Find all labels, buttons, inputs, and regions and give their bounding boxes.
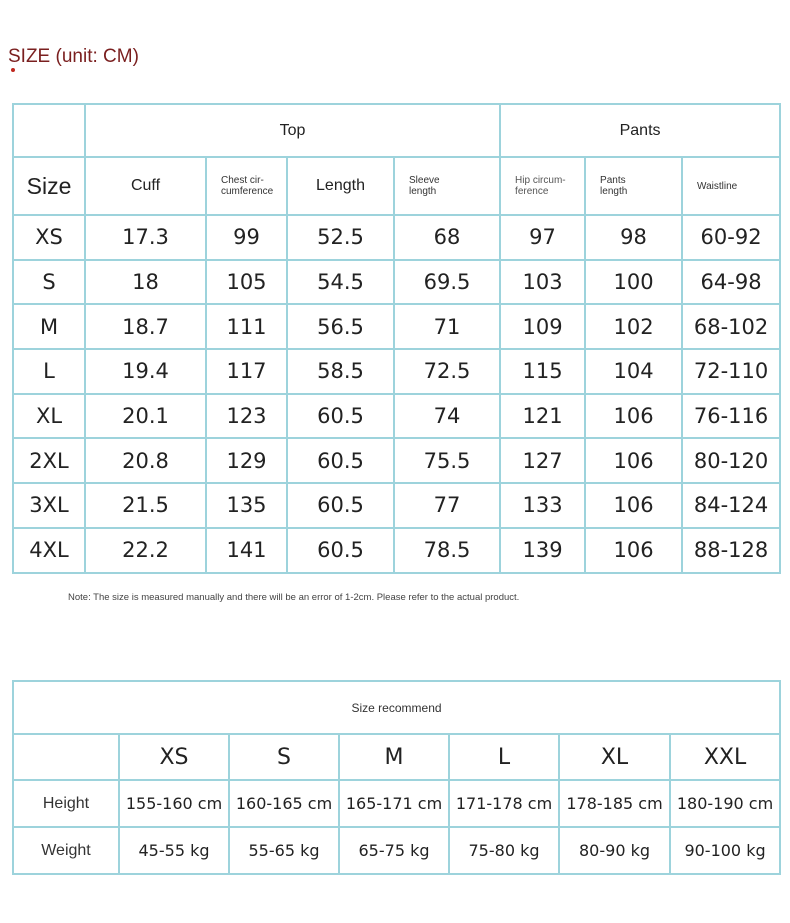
measurement-cell: 60-92 [682, 215, 780, 260]
measurement-cell: 60.5 [287, 483, 394, 528]
measurement-cell: 98 [585, 215, 682, 260]
column-header: Pants length [585, 157, 682, 215]
size-label-cell: XL [13, 394, 85, 439]
measurement-cell: 102 [585, 304, 682, 349]
group-header-row [13, 104, 780, 157]
size-label-cell: 2XL [13, 438, 85, 483]
measurement-cell: 133 [500, 483, 585, 528]
measurement-cell: 64-98 [682, 260, 780, 305]
recommend-value-cell: 155-160 cm [119, 780, 229, 827]
measurement-cell: 129 [206, 438, 287, 483]
recommend-corner-cell [13, 734, 119, 780]
measurement-cell: 77 [394, 483, 500, 528]
recommend-value-cell: 55-65 kg [229, 827, 339, 874]
measurement-cell: 99 [206, 215, 287, 260]
recommend-value-cell: 90-100 kg [670, 827, 780, 874]
measurement-cell: 17.3 [85, 215, 206, 260]
column-header: Hip circum- ference [500, 157, 585, 215]
size-chart-table [12, 103, 781, 574]
measurement-cell: 80-120 [682, 438, 780, 483]
table-row [13, 827, 780, 874]
measurement-cell: 127 [500, 438, 585, 483]
measurement-note: Note: The size is measured manually and there will be an error of 1-2cm. Please refer to the actual product. [68, 592, 520, 603]
measurement-cell: 115 [500, 349, 585, 394]
recommend-value-cell: 75-80 kg [449, 827, 559, 874]
size-label-cell: 4XL [13, 528, 85, 573]
measurement-cell: 20.8 [85, 438, 206, 483]
measurement-cell: 20.1 [85, 394, 206, 439]
size-chart-body [13, 104, 780, 573]
measurement-cell: 58.5 [287, 349, 394, 394]
measurement-cell: 18.7 [85, 304, 206, 349]
column-header: Sleeve length [394, 157, 500, 215]
size-label-cell: S [13, 260, 85, 305]
size-column-header: Size [13, 157, 85, 215]
measurement-cell: 76-116 [682, 394, 780, 439]
column-header: Cuff [85, 157, 206, 215]
measurement-cell: 60.5 [287, 394, 394, 439]
top-group-header: Top [85, 104, 500, 157]
column-header: Chest cir- cumference [206, 157, 287, 215]
table-row [13, 260, 780, 305]
measurement-cell: 52.5 [287, 215, 394, 260]
recommend-size-header: XXL [670, 734, 780, 780]
column-header: Waistline [682, 157, 780, 215]
recommend-value-cell: 160-165 cm [229, 780, 339, 827]
measurement-cell: 75.5 [394, 438, 500, 483]
recommend-size-header: XL [559, 734, 670, 780]
recommend-caption-row [13, 681, 780, 734]
table-row [13, 438, 780, 483]
measurement-cell: 117 [206, 349, 287, 394]
corner-cell [13, 104, 85, 157]
measurement-cell: 123 [206, 394, 287, 439]
measurement-cell: 71 [394, 304, 500, 349]
recommend-value-cell: 180-190 cm [670, 780, 780, 827]
recommend-size-header: XS [119, 734, 229, 780]
measurement-cell: 18 [85, 260, 206, 305]
recommend-value-cell: 80-90 kg [559, 827, 670, 874]
table-row [13, 528, 780, 573]
recommend-caption: Size recommend [13, 681, 780, 734]
measurement-cell: 21.5 [85, 483, 206, 528]
recommend-row-label: Weight [13, 827, 119, 874]
measurement-cell: 100 [585, 260, 682, 305]
measurement-cell: 139 [500, 528, 585, 573]
recommend-row-label: Height [13, 780, 119, 827]
table-row [13, 483, 780, 528]
recommend-size-row [13, 734, 780, 780]
measurement-cell: 60.5 [287, 528, 394, 573]
measurement-cell: 56.5 [287, 304, 394, 349]
column-header-row [13, 157, 780, 215]
table-row [13, 349, 780, 394]
measurement-cell: 72-110 [682, 349, 780, 394]
pants-group-header: Pants [500, 104, 780, 157]
size-label-cell: L [13, 349, 85, 394]
measurement-cell: 74 [394, 394, 500, 439]
recommend-value-cell: 65-75 kg [339, 827, 449, 874]
measurement-cell: 88-128 [682, 528, 780, 573]
table-row [13, 215, 780, 260]
measurement-cell: 104 [585, 349, 682, 394]
recommend-size-header: L [449, 734, 559, 780]
measurement-cell: 69.5 [394, 260, 500, 305]
recommend-value-cell: 178-185 cm [559, 780, 670, 827]
measurement-cell: 60.5 [287, 438, 394, 483]
measurement-cell: 22.2 [85, 528, 206, 573]
measurement-cell: 106 [585, 394, 682, 439]
measurement-cell: 19.4 [85, 349, 206, 394]
page-title: SIZE (unit: CM) [8, 46, 139, 67]
measurement-cell: 141 [206, 528, 287, 573]
measurement-cell: 103 [500, 260, 585, 305]
recommend-value-cell: 45-55 kg [119, 827, 229, 874]
measurement-cell: 97 [500, 215, 585, 260]
measurement-cell: 105 [206, 260, 287, 305]
measurement-cell: 106 [585, 438, 682, 483]
measurement-cell: 72.5 [394, 349, 500, 394]
size-label-cell: 3XL [13, 483, 85, 528]
measurement-cell: 106 [585, 483, 682, 528]
measurement-cell: 68 [394, 215, 500, 260]
recommend-size-header: M [339, 734, 449, 780]
recommend-size-header: S [229, 734, 339, 780]
size-label-cell: XS [13, 215, 85, 260]
measurement-cell: 135 [206, 483, 287, 528]
column-header: Length [287, 157, 394, 215]
table-row [13, 304, 780, 349]
measurement-cell: 84-124 [682, 483, 780, 528]
measurement-cell: 68-102 [682, 304, 780, 349]
measurement-cell: 111 [206, 304, 287, 349]
measurement-cell: 106 [585, 528, 682, 573]
size-label-cell: M [13, 304, 85, 349]
measurement-cell: 78.5 [394, 528, 500, 573]
table-row [13, 394, 780, 439]
recommend-value-cell: 171-178 cm [449, 780, 559, 827]
recommend-value-cell: 165-171 cm [339, 780, 449, 827]
measurement-cell: 54.5 [287, 260, 394, 305]
measurement-cell: 121 [500, 394, 585, 439]
table-row [13, 780, 780, 827]
size-recommend-table [12, 680, 781, 875]
measurement-cell: 109 [500, 304, 585, 349]
title-marker [11, 68, 15, 72]
size-recommend-body [13, 681, 780, 874]
